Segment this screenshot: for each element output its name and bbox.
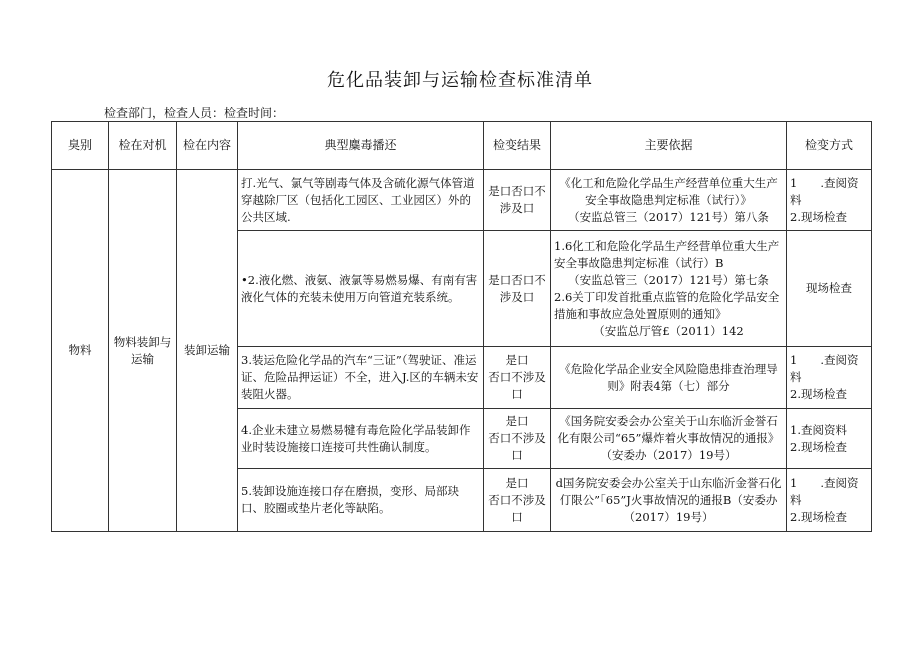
result-cell [484,347,551,409]
method-text: 2.现场检查 [790,509,847,524]
header-basis: 主要依据 [551,122,787,170]
content-cell: 装卸运输 [177,170,238,532]
header-object: 检在对机 [109,122,177,170]
result-text: 涉及口 [499,289,535,304]
result-text: 是口否口不 [488,184,546,198]
object-cell: 物料装卸与运输 [109,170,177,532]
basis-text: （安监总管三（2017）121号）第八条 [568,209,769,224]
result-text: 是口否口不 [488,272,546,287]
result-cell [484,231,551,347]
result-cell [484,409,551,469]
result-text: 是口 [505,353,529,367]
basis-text: 《化工和危险化学品生产经营单位重大生产安全事故隐患判定标准（试行）》 [559,175,778,207]
header-result: 检变结果 [484,122,551,170]
basis-cell: 《危险化学品企业安全风险隐患排查治理导则》附表4第（七）部分 [551,347,787,409]
result-text: 口 [511,387,523,401]
result-text: 口 [511,509,523,524]
item-cell: •2.液化燃、液氨、液氯等易燃易爆、有南有害液化气体的充装未使用万向管道充装系统。 [238,231,484,347]
result-text: 否口不涉及 [488,492,546,507]
basis-cell: d国务院安委会办公室关于山东临沂金誉石化仃限公”「65”J火事故情况的通报B（安委办（2017）19号） [551,469,787,532]
method-cell [787,409,872,469]
basis-cell: 《国务院安委会办公室关于山东临沂金誉石化有限公司“65”爆炸着火事故情况的通报》（安委办（2017）19号） [551,409,787,469]
header-content: 检在内容 [177,122,238,170]
method-text: 1 .查阅资料 [790,475,859,507]
header-method: 检变方式 [787,122,872,170]
result-text: 口 [511,448,523,462]
result-text: 是口 [505,475,529,490]
item-cell: 打.光气、氯气等剧毒气体及含硫化源气体管道穿越除厂区（包括化工园区、工业园区）外的公共区域. [238,170,484,231]
basis-text: 1.6化工和危险化学品生产经营单位重大生产安全事故隐患判定标准（试行）B [554,238,780,270]
result-cell [484,469,551,532]
method-text: 2.现场检查 [790,387,847,401]
method-text: 2.现场检查 [790,439,847,454]
header-item: 典型麋毒播还 [238,122,484,170]
page-title: 危化品装卸与运输检查标准清单 [327,70,593,91]
method-text: 1.查阅资料 [790,422,847,437]
method-cell [787,231,872,347]
method-cell [787,347,872,409]
basis-cell [551,231,787,347]
item-cell: 5.装卸设施连接口存在磨损，变形、局部玦口、胶圈或垫片老化等缺陷。 [238,469,484,532]
table-row [52,170,872,231]
method-text: 1 .查阅资料 [790,353,859,384]
result-text: 是口 [505,414,529,428]
result-cell [484,170,551,231]
item-cell: 4.企业未建立易燃易犍有毒危险化学品装卸作业时装设施接口连接可共性确认制度。 [238,409,484,469]
result-text: 否口不涉及 [488,370,546,384]
method-text: 现场检查 [806,281,852,295]
inspection-meta-line: 检查部门，检查人员：检查时间： [104,106,285,120]
basis-text: （安监总厅管£（2011）142 [593,323,744,338]
basis-text: 2.6关丁印发首批重点监管的危险化学品安全措施和事故应急处置原则的通知》 [554,289,780,321]
basis-cell [551,170,787,231]
method-text: 2.现场检查 [790,209,847,224]
header-row [52,122,872,170]
category-cell: 物料 [52,170,109,532]
result-text: 否口不涉及 [488,431,546,445]
basis-text: （安监总管三（2017）121号）第七条 [568,272,769,287]
method-text: 1 .查阅资料 [790,175,859,207]
method-cell [787,469,872,532]
item-cell: 3.装运危险化学品的汽车“三证”（驾驶证、准运证、危险品押运证）不全，进入J.区的车辆未安装阻火器。 [238,347,484,409]
checklist-table [51,121,872,532]
result-text: 涉及口 [499,201,535,215]
method-cell [787,170,872,231]
header-category: 臭别 [52,122,109,170]
